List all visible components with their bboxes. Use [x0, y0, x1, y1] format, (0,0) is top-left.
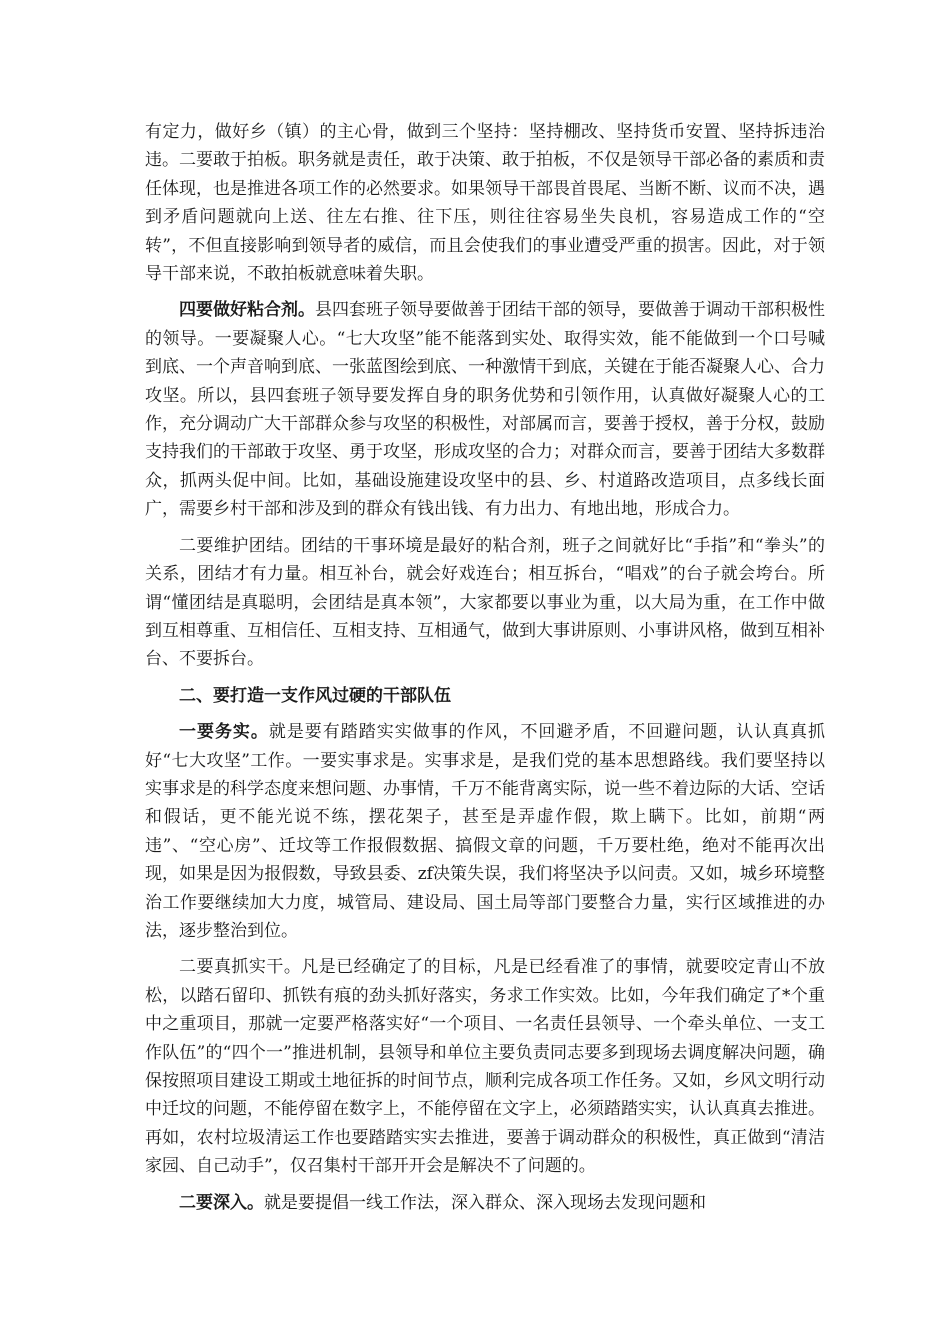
paragraph-in-depth — [145, 1189, 825, 1217]
paragraph-body-cohesion: 县四套班子领导要做善于团结干部的领导，要做善于调动干部积极性的领导。一要凝聚人心。“七大攻坚”能不能落到实处、取得实效，能不能做到一个口号喊到底、一个声音响到底、一张蓝图绘到底、一种激情干到底，关键在于能否凝聚人心、合力攻坚。所以，县四套班子领导要发挥自身的职务优势和引领作用，认真做好凝聚人心的工作，充分调动广大干部群众参与攻坚的积极性，对部属而言，要善于授权，善于分权，鼓励支持我们的干部敢于攻坚、勇于攻坚，形成攻坚的合力；对群众而言，要善于团结大多数群众，抓两头促中间。比如，基础设施建设攻坚中的县、乡、村道路改造项目，点多线长面广，需要乡村干部和涉及到的群众有钱出钱、有力出力、有地出地，形成合力。 — [145, 300, 825, 520]
paragraph-lead-cohesion: 四要做好粘合剂。 — [179, 300, 315, 321]
paragraph-unity: 二要维护团结。团结的干事环境是最好的粘合剂，班子之间就好比“手指”和“拳头”的关系，团结才有力量。相互补台，就会好戏连台；相互拆台，“唱戏”的台子就会垮台。所谓“懂团结是真聪明，会团结是真本领”，大家都要以事业为重，以大局为重，在工作中做到互相尊重、互相信任、互相支持、互相通气，做到大事讲原则、小事讲风格，做到互相补台、不要拆台。 — [145, 535, 825, 670]
paragraph-body-in-depth: 就是要提倡一线工作法，深入群众、深入现场去发现问题和 — [264, 1192, 706, 1213]
document-page — [145, 118, 825, 1217]
section-heading-cadre-team: 二、要打造一支作风过硬的干部队伍 — [179, 685, 451, 706]
paragraph-lead-in-depth: 二要深入。 — [179, 1192, 264, 1213]
paragraph-body-pragmatic: 就是要有踏踏实实做事的作风，不回避矛盾，不回避问题，认认真真抓好“七大攻坚”工作。一要实事求是。实事求是，是我们党的基本思想路线。我们要坚持以实事求是的科学态度来想问题、办事情，千万不能背离实际，说一些不着边际的大话、空话和假话，更不能光说不练，摆花架子，甚至是弄虚作假，欺上瞒下。比如，前期“两违”、“空心房”、迁坟等工作报假数据、搞假文章的问题，千万要杜绝，绝对不能再次出现，如果是因为报假数，导致县委、zf决策失误，我们将坚决予以问责。又如，城乡环境整治工作要继续加大力度，城管局、建设局、国土局等部门要整合力量，实行区域推进的办法，逐步整治到位。 — [145, 722, 826, 941]
paragraph-pragmatic — [145, 718, 825, 945]
paragraph-lead-pragmatic: 一要务实。 — [179, 722, 269, 743]
paragraph-decision-making: 有定力，做好乡（镇）的主心骨，做到三个坚持：坚持棚改、坚持货币安置、坚持拆违治违。二要敢于拍板。职务就是责任，敢于决策、敢于拍板，不仅是领导干部必备的素质和责任体现，也是推进各项工作的必然要求。如果领导干部畏首畏尾、当断不断、议而不决，遇到矛盾问题就向上送、往左右推、往下压，则往往容易坐失良机，容易造成工作的“空转”，不但直接影响到领导者的威信，而且会使我们的事业遭受严重的损害。因此，对于领导干部来说，不敢拍板就意味着失职。 — [145, 122, 825, 285]
paragraph-real-work: 二要真抓实干。凡是已经确定了的目标，凡是已经看准了的事情，就要咬定青山不放松，以踏石留印、抓铁有痕的劲头抓好落实，务求工作实效。比如，今年我们确定了*个重中之重项目，那就一定要严格落实好“一个项目、一名责任县领导、一个牵头单位、一支工作队伍”的“四个一”推进机制，县领导和单位主要负责同志要多到现场去调度解决问题，确保按照项目建设工期或土地征拆的时间节点，顺利完成各项工作任务。又如，乡风文明行动中迁坟的问题，不能停留在数字上，不能停留在文字上，必须踏踏实实，认认真真去推进。再如，农村垃圾清运工作也要踏踏实实去推进，要善于调动群众的积极性，真正做到“清洁家园、自己动手”，仅召集村干部开开会是解决不了问题的。 — [145, 957, 825, 1177]
paragraph-cohesion — [145, 296, 825, 523]
